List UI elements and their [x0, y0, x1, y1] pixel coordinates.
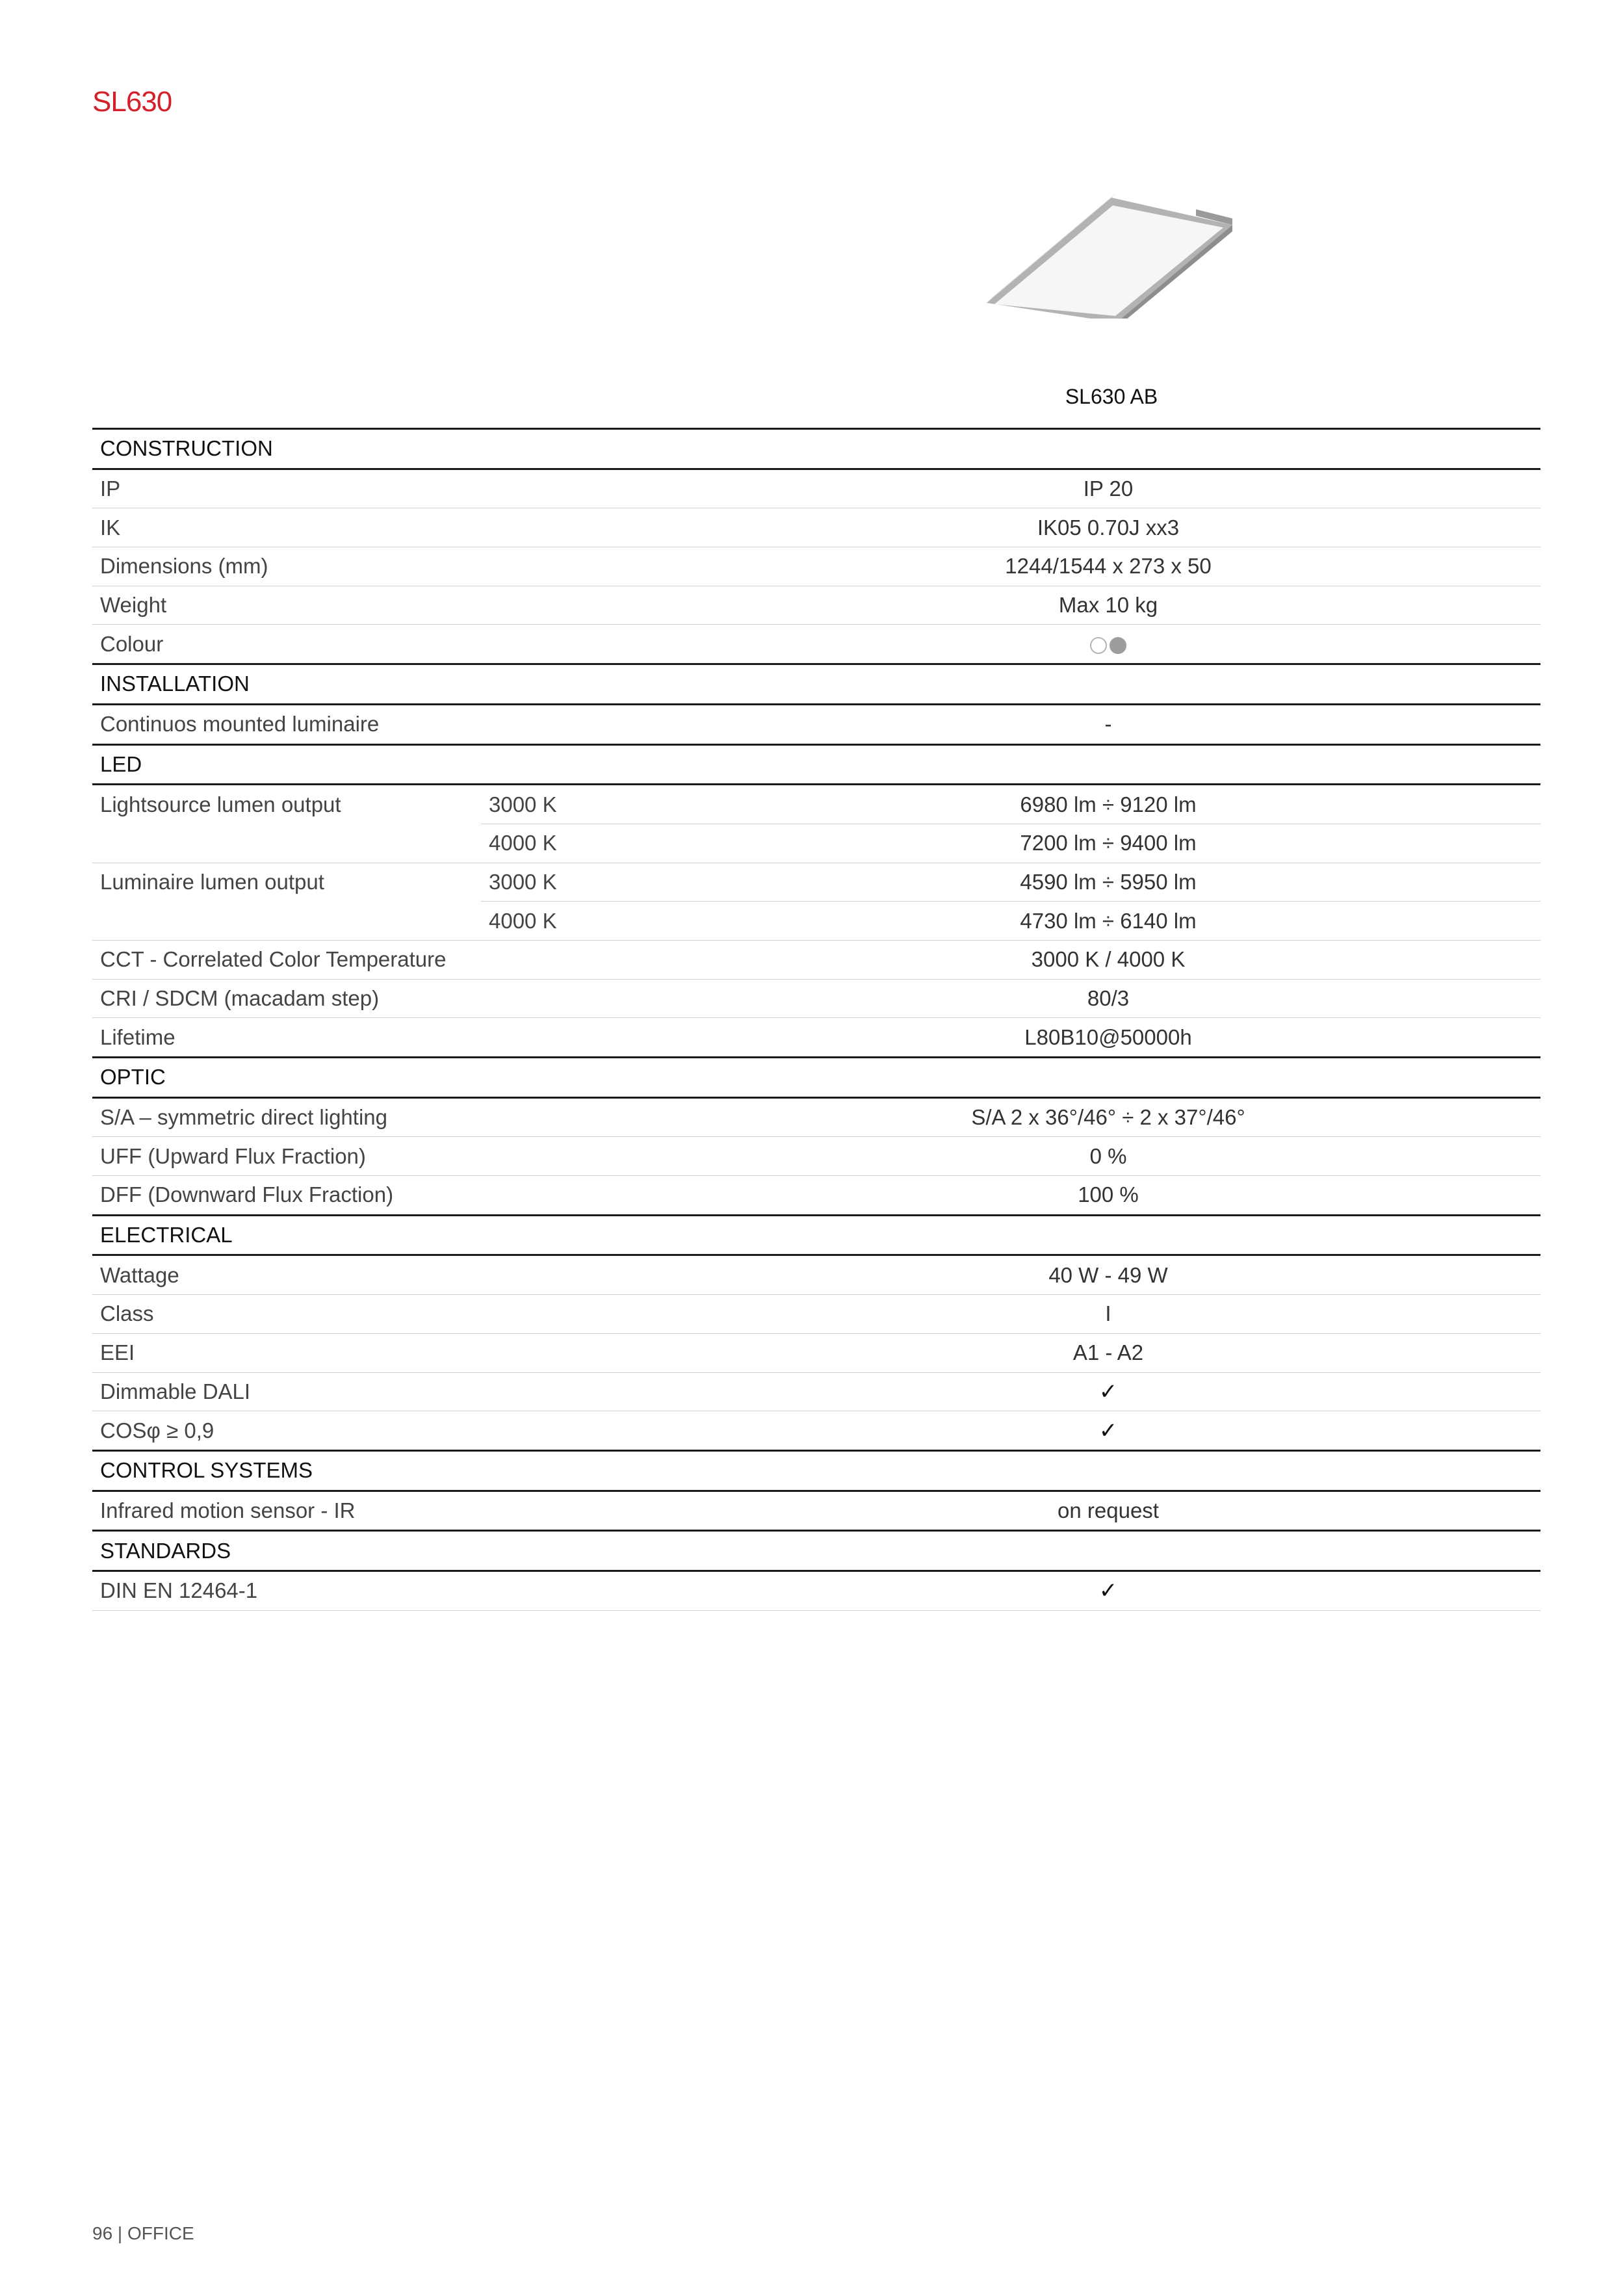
section-heading: CONSTRUCTION [92, 429, 1540, 469]
spec-row-din-en [92, 1571, 1540, 1610]
spec-value: IK05 0.70J xx3 [676, 508, 1540, 547]
colour-swatches [676, 625, 1540, 664]
spec-value: 0 % [676, 1137, 1540, 1176]
spec-value: A1 - A2 [676, 1333, 1540, 1372]
spec-label: CRI / SDCM (macadam step) [92, 979, 481, 1018]
section-led [92, 744, 1540, 785]
luminaire-panel-image [975, 189, 1235, 319]
section-heading: CONTROL SYSTEMS [92, 1450, 1540, 1491]
spec-label: Infrared motion sensor - IR [92, 1491, 481, 1531]
spec-row-eei [92, 1333, 1540, 1372]
spec-label: DFF (Downward Flux Fraction) [92, 1176, 481, 1216]
section-heading: OPTIC [92, 1058, 1540, 1098]
spec-row-ip [92, 469, 1540, 508]
spec-value: 6980 lm ÷ 9120 lm [676, 785, 1540, 824]
spec-label: Lifetime [92, 1018, 481, 1058]
spec-value: 40 W - 49 W [676, 1255, 1540, 1295]
spec-row-infrared-sensor [92, 1491, 1540, 1531]
spec-row-continuous-mounted [92, 704, 1540, 744]
spec-label: IK [92, 508, 481, 547]
section-heading: ELECTRICAL [92, 1215, 1540, 1255]
spec-label: EEI [92, 1333, 481, 1372]
white-colour-swatch [1090, 637, 1107, 654]
section-heading: STANDARDS [92, 1531, 1540, 1571]
spec-label: Colour [92, 625, 481, 664]
spec-row-lightsource-4000 [92, 824, 1540, 863]
spec-row-luminaire-3000 [92, 863, 1540, 902]
spec-row-lightsource-3000 [92, 785, 1540, 824]
spec-cct: 4000 K [481, 824, 676, 863]
page-footer: 96 | OFFICE [92, 2223, 194, 2243]
spec-row-wattage [92, 1255, 1540, 1295]
spec-row-cosphi [92, 1411, 1540, 1451]
spec-value: Max 10 kg [676, 586, 1540, 625]
spec-value: - [676, 704, 1540, 744]
spec-value: 1244/1544 x 273 x 50 [676, 547, 1540, 586]
spec-value: L80B10@50000h [676, 1018, 1540, 1058]
section-standards [92, 1531, 1540, 1571]
spec-cct: 3000 K [481, 863, 676, 902]
spec-row-dimensions [92, 547, 1540, 586]
section-installation [92, 664, 1540, 705]
spec-value: 4730 lm ÷ 6140 lm [676, 902, 1540, 941]
spec-value: 3000 K / 4000 K [676, 940, 1540, 979]
spec-cct: 4000 K [481, 902, 676, 941]
spec-label: Continuos mounted luminaire [92, 704, 481, 744]
spec-cct: 3000 K [481, 785, 676, 824]
spec-label: IP [92, 469, 481, 508]
spec-label: DIN EN 12464-1 [92, 1571, 481, 1610]
spec-label: Weight [92, 586, 481, 625]
spec-row-class [92, 1295, 1540, 1334]
spec-row-ik [92, 508, 1540, 547]
spec-label: Wattage [92, 1255, 481, 1295]
spec-row-uff [92, 1137, 1540, 1176]
section-control-systems [92, 1450, 1540, 1491]
spec-label: Lightsource lumen output [100, 792, 341, 816]
spec-row-cri [92, 979, 1540, 1018]
spec-value: I [676, 1295, 1540, 1334]
spec-value: 4590 lm ÷ 5950 lm [676, 863, 1540, 902]
page-title: SL630 [92, 86, 172, 118]
spec-value: 7200 lm ÷ 9400 lm [676, 824, 1540, 863]
spec-row-symmetric [92, 1097, 1540, 1137]
spec-row-dimmable-dali [92, 1372, 1540, 1411]
spec-row-weight [92, 586, 1540, 625]
spec-label: UFF (Upward Flux Fraction) [92, 1137, 481, 1176]
spec-row-colour [92, 625, 1540, 664]
spec-label: Dimensions (mm) [92, 547, 481, 586]
specification-table [92, 428, 1540, 1611]
spec-row-cct [92, 940, 1540, 979]
checkmark-icon: ✓ [1098, 1379, 1118, 1404]
spec-value: S/A 2 x 36°/46° ÷ 2 x 37°/46° [676, 1097, 1540, 1137]
spec-value: on request [676, 1491, 1540, 1531]
section-electrical [92, 1215, 1540, 1255]
spec-row-dff [92, 1176, 1540, 1216]
spec-value: 100 % [676, 1176, 1540, 1216]
spec-label: Class [92, 1295, 481, 1334]
section-heading: LED [92, 744, 1540, 785]
checkmark-icon: ✓ [1098, 1578, 1118, 1604]
spec-label: Dimmable DALI [92, 1372, 481, 1411]
product-name: SL630 AB [1065, 385, 1158, 408]
spec-label: CCT - Correlated Color Temperature [92, 940, 481, 979]
spec-value: 80/3 [676, 979, 1540, 1018]
spec-label: Luminaire lumen output [100, 869, 324, 894]
section-optic [92, 1058, 1540, 1098]
grey-colour-swatch [1110, 637, 1126, 654]
spec-value: IP 20 [676, 469, 1540, 508]
spec-row-luminaire-4000 [92, 902, 1540, 941]
spec-row-lifetime [92, 1018, 1540, 1058]
section-construction [92, 429, 1540, 469]
spec-label: S/A – symmetric direct lighting [92, 1097, 481, 1137]
spec-label: COSφ ≥ 0,9 [92, 1411, 481, 1451]
checkmark-icon: ✓ [1098, 1418, 1118, 1443]
section-heading: INSTALLATION [92, 664, 1540, 705]
